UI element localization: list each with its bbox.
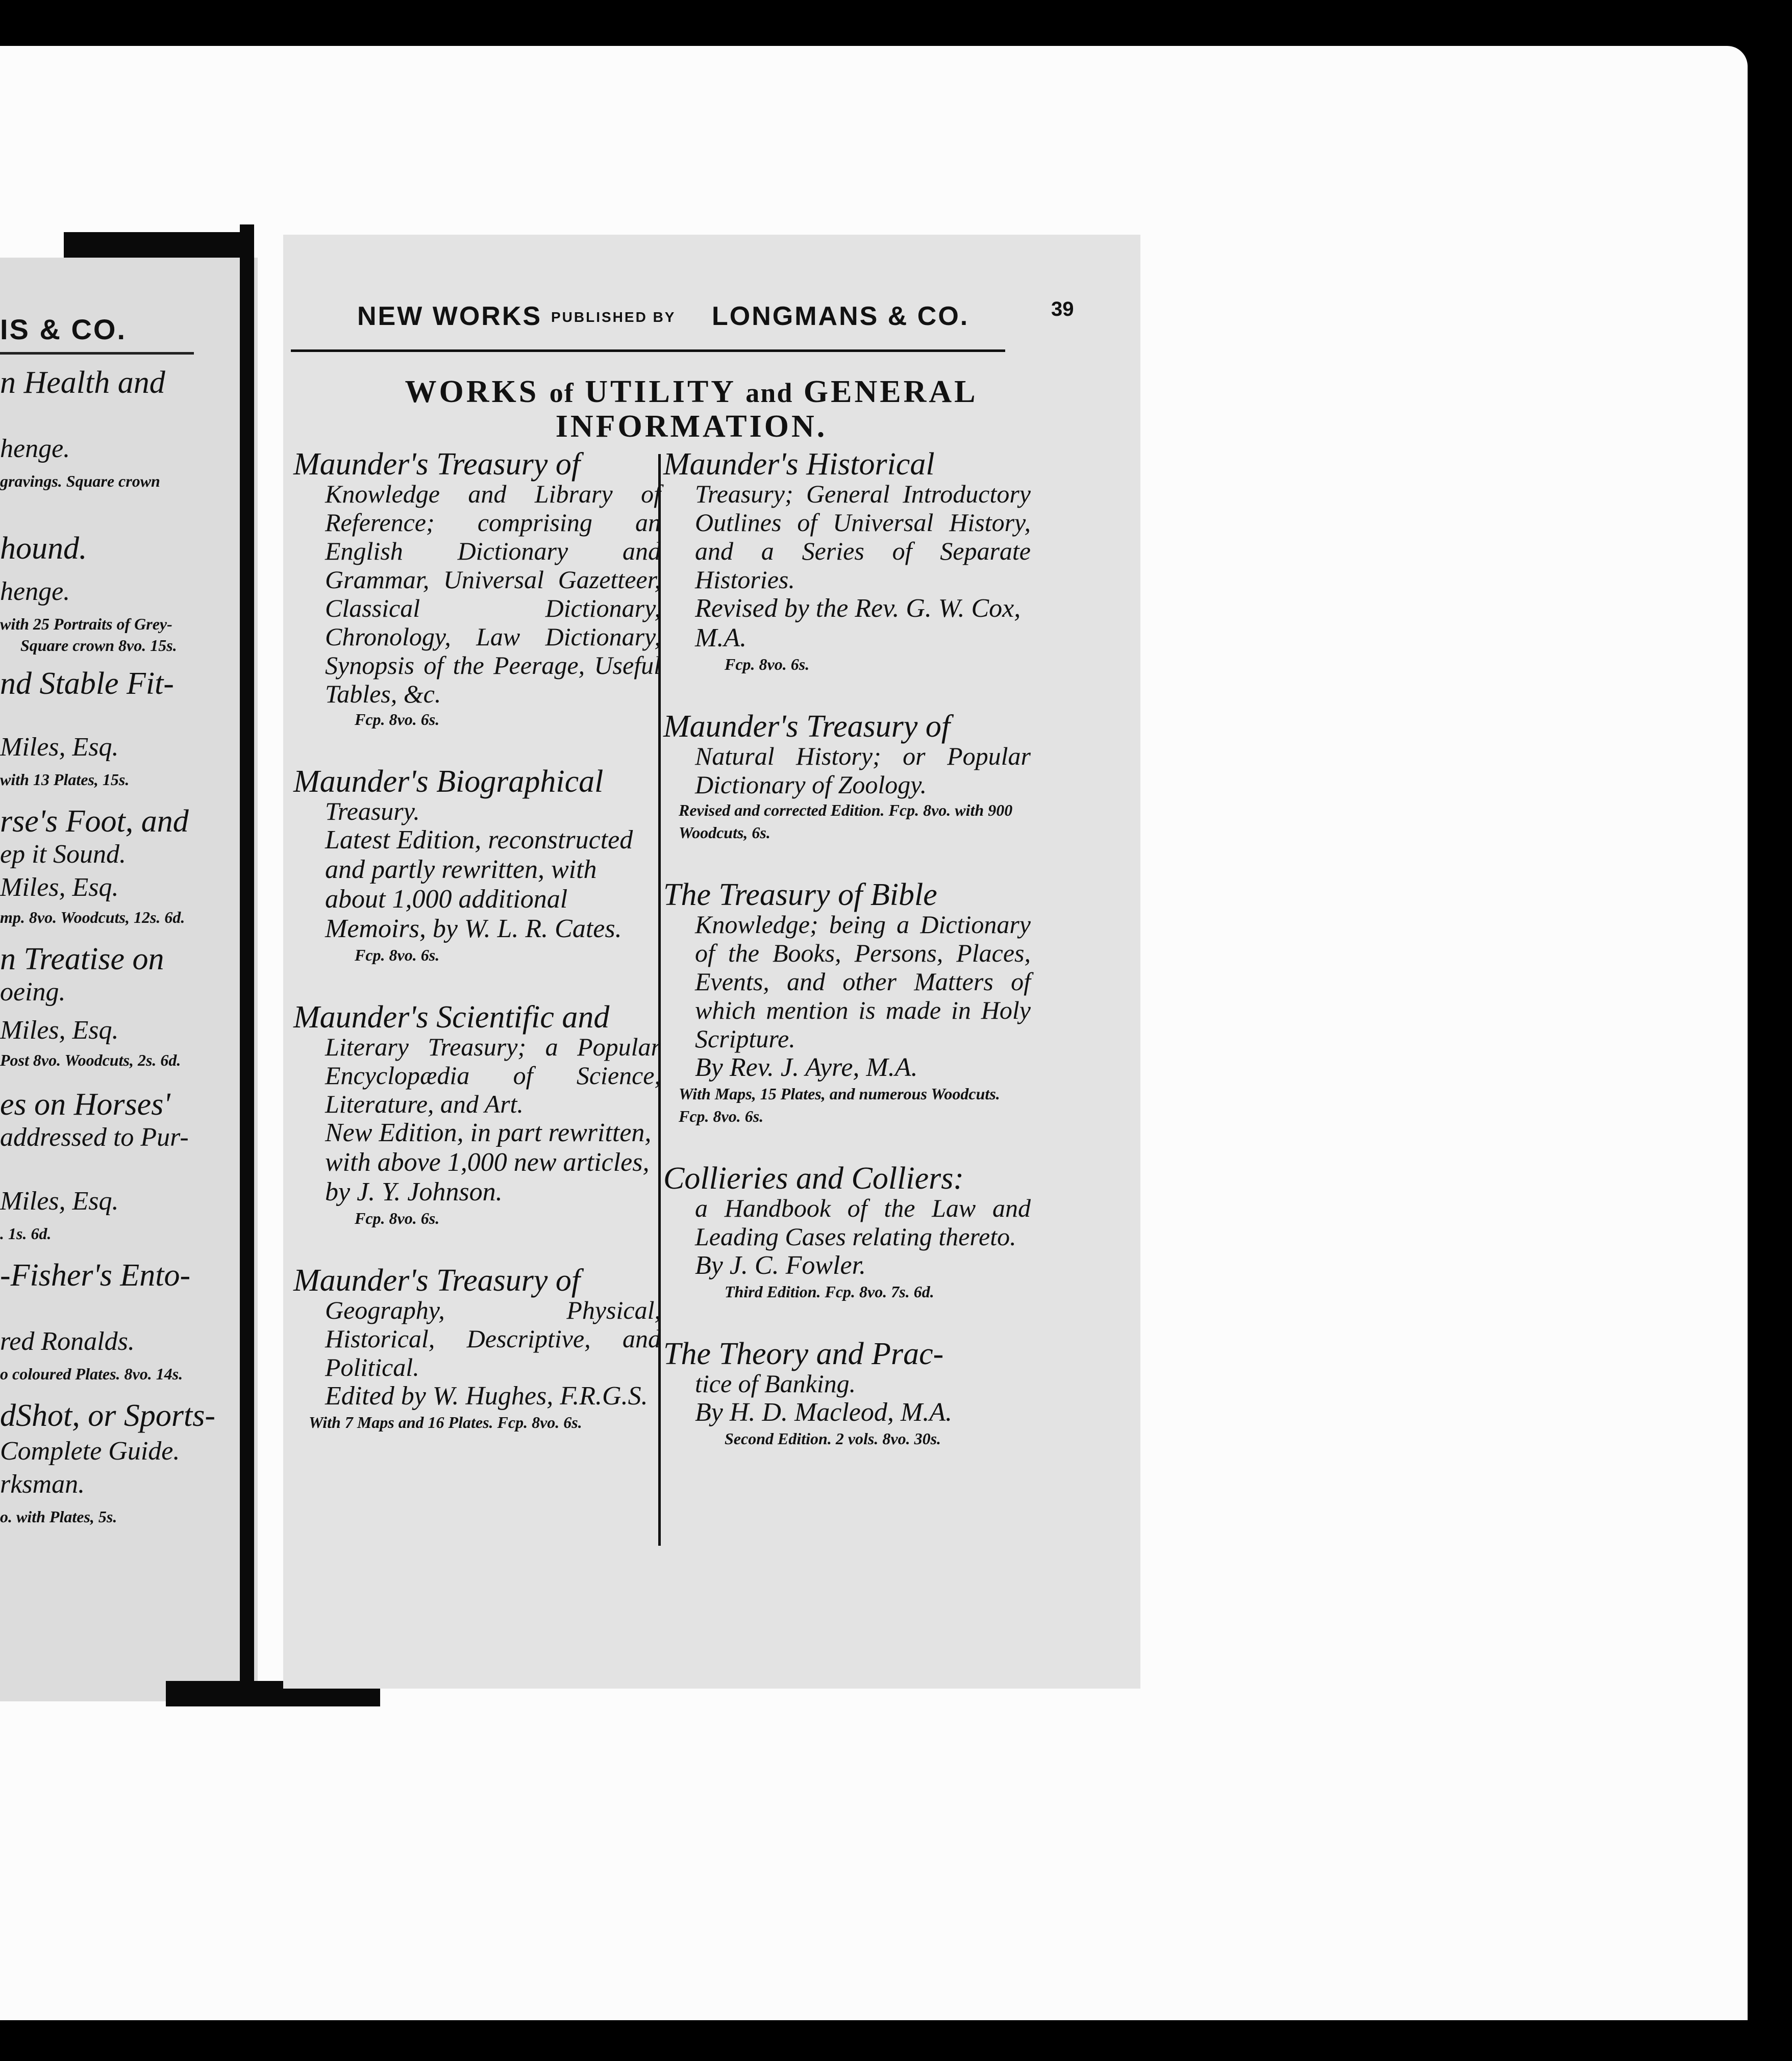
previous-page-line: mp. 8vo. Woodcuts, 12s. 6d. (0, 908, 185, 926)
entry-description: Treasury; General Introductory Outlines of Universal History, and a Series of Separate Histories. (695, 480, 1031, 594)
previous-page-line: addressed to Pur- (0, 1123, 189, 1152)
binding-mark-spine (240, 224, 254, 1694)
entry-title: Maunder's Biographical (293, 764, 604, 799)
binding-mark-top (64, 232, 250, 258)
left-column (293, 449, 661, 1469)
running-head-rule (291, 349, 1005, 352)
entry-price: Second Edition. 2 vols. 8vo. 30s. (725, 1429, 941, 1448)
entry-price: Third Edition. Fcp. 8vo. 7s. 6d. (725, 1283, 934, 1301)
entry-author: By H. D. Macleod, M.A. (695, 1398, 952, 1427)
entry-description: Geography, Physical, Historical, Descriptive, and Political. (325, 1296, 661, 1381)
entry-description: a Handbook of the Law and Leading Cases relating thereto. (695, 1194, 1031, 1251)
previous-page (0, 258, 258, 1701)
section-title-of: of (549, 378, 575, 408)
section-title-information: INFORMATION. (555, 409, 828, 444)
previous-page-line: henge. (0, 577, 70, 606)
entry-title: Maunder's Treasury of (293, 447, 581, 482)
entry-title: Collieries and Colliers: (663, 1161, 964, 1196)
previous-page-line: . 1s. 6d. (0, 1224, 52, 1243)
entry-description: Knowledge; being a Dictionary of the Books, Persons, Places, Events, and other Matters of which mention is made in Holy Scripture. (695, 910, 1031, 1053)
entry-author: Edited by W. Hughes, F.R.G.S. (325, 1381, 648, 1411)
previous-page-line: red Ronalds. (0, 1327, 135, 1356)
catalogue-page (283, 235, 1140, 1689)
entry-title: Maunder's Historical (663, 447, 935, 482)
catalogue-entry (293, 766, 661, 966)
page-number: 39 (1051, 298, 1074, 320)
running-head-publisher: LONGMANS & CO. (712, 301, 969, 331)
previous-page-rule (0, 352, 194, 355)
previous-page-line: henge. (0, 434, 70, 463)
entry-price: Fcp. 8vo. 6s. (355, 1209, 440, 1227)
catalogue-entry (663, 879, 1031, 1127)
entry-description: Natural History; or Popular Dictionary of Zoology. (695, 742, 1031, 799)
previous-page-line: Complete Guide. (0, 1437, 180, 1466)
previous-page-line: o coloured Plates. 8vo. 14s. (0, 1365, 183, 1383)
entry-description: Knowledge and Library of Reference; comprising an English Dictionary and Grammar, Universal Gazetteer, Classical Dictionary, Chronology, Law Dictionary, Synopsis of the Peerage, Useful Tables, &c. (325, 480, 661, 708)
section-title-and: and (745, 378, 793, 408)
entry-price: Fcp. 8vo. 6s. (355, 946, 440, 964)
previous-page-line: with 13 Plates, 15s. (0, 770, 130, 789)
entry-title: Maunder's Scientific and (293, 1000, 610, 1035)
section-title-works: WORKS (405, 374, 539, 409)
entry-title: The Theory and Prac- (663, 1337, 944, 1371)
entry-description: Treasury. (325, 797, 420, 825)
previous-page-line: dShot, or Sports- (0, 1398, 215, 1433)
catalogue-entry (663, 711, 1031, 844)
entry-title: Maunder's Treasury of (293, 1263, 581, 1298)
previous-page-line: Miles, Esq. (0, 1187, 119, 1216)
entry-author: By Rev. J. Ayre, M.A. (695, 1053, 918, 1082)
catalogue-entry (663, 1163, 1031, 1303)
catalogue-entry (293, 1265, 661, 1434)
running-head (357, 298, 1082, 337)
entry-title: Maunder's Treasury of (663, 709, 951, 744)
right-column (663, 449, 1031, 1486)
section-title-utility: UTILITY (585, 374, 735, 409)
entry-description: Literary Treasury; a Popular Encyclopædia of Science, Literature, and Art. (325, 1033, 661, 1118)
entry-price: With Maps, 15 Plates, and numerous Woodcuts. Fcp. 8vo. 6s. (679, 1085, 1000, 1125)
catalogue-entry (663, 1339, 1031, 1450)
previous-page-line: es on Horses' (0, 1087, 170, 1122)
entry-price: Fcp. 8vo. 6s. (355, 710, 440, 728)
catalogue-entry (663, 449, 1031, 675)
previous-page-line: nd Stable Fit- (0, 666, 174, 701)
previous-page-line: Square crown 8vo. 15s. (20, 636, 177, 655)
catalogue-entry (293, 449, 661, 731)
previous-page-line: hound. (0, 531, 87, 566)
entry-price: Revised and corrected Edition. Fcp. 8vo. with 900 Woodcuts, 6s. (679, 801, 1013, 842)
entry-author: By J. C. Fowler. (695, 1251, 866, 1280)
section-title (334, 375, 1049, 443)
running-head-new-works: NEW WORKS (357, 301, 542, 331)
entry-author: Revised by the Rev. G. W. Cox, M.A. (695, 594, 1021, 652)
entry-price: Fcp. 8vo. 6s. (725, 655, 810, 673)
entry-description: tice of Banking. (695, 1369, 856, 1398)
previous-page-line: -Fisher's Ento- (0, 1258, 191, 1293)
entry-author: Latest Edition, reconstructed and partly rewritten, with about 1,000 additional Memoirs, by W. L. R. Cates. (325, 825, 633, 943)
entry-author: New Edition, in part rewritten, with above 1,000 new articles, by J. Y. Johnson. (325, 1118, 652, 1207)
catalogue-entry (293, 1002, 661, 1229)
previous-page-header: IS & CO. (0, 313, 127, 345)
previous-page-line: with 25 Portraits of Grey- (0, 615, 172, 633)
previous-page-line: ep it Sound. (0, 840, 126, 869)
previous-page-line: rse's Foot, and (0, 804, 189, 839)
previous-page-line: gravings. Square crown (0, 472, 160, 490)
previous-page-line: n Treatise on (0, 942, 164, 976)
previous-page-line: Miles, Esq. (0, 873, 119, 902)
previous-page-line: o. with Plates, 5s. (0, 1507, 117, 1526)
previous-page-line: oeing. (0, 977, 66, 1007)
running-head-published-by: PUBLISHED BY (551, 309, 676, 325)
previous-page-line: rksman. (0, 1470, 85, 1499)
entry-price: With 7 Maps and 16 Plates. Fcp. 8vo. 6s. (309, 1413, 582, 1431)
previous-page-line: Post 8vo. Woodcuts, 2s. 6d. (0, 1051, 181, 1069)
previous-page-line: n Health and (0, 365, 165, 400)
previous-page-line: Miles, Esq. (0, 1016, 119, 1045)
entry-title: The Treasury of Bible (663, 877, 937, 912)
section-title-general: GENERAL (803, 374, 978, 409)
previous-page-line: Miles, Esq. (0, 733, 119, 762)
